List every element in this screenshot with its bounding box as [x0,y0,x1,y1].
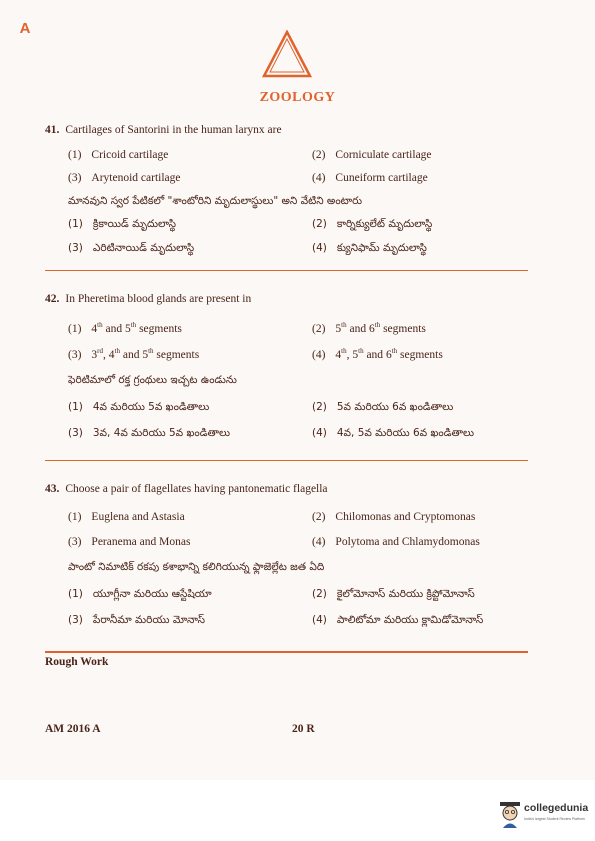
option-1[interactable]: (1) Cricoid cartilage [68,149,169,161]
option-2[interactable]: (2) Chilomonas and Cryptomonas [312,511,476,523]
logo-tagline: India's largest Student Review Platform [524,817,585,821]
option-4-telugu[interactable]: (4) 4వ, 5వ మరియు 6వ ఖండితాలు [312,427,475,439]
option-4[interactable]: (4) Cuneiform cartilage [312,172,428,184]
option-1[interactable]: (1) Euglena and Astasia [68,511,185,523]
option-4-telugu[interactable]: (4) క్యునిఫామ్ మృదులాస్థి [312,242,427,254]
option-2[interactable]: (2) 5th and 6th segments [312,321,426,335]
question-text: Choose a pair of flagellates having pantonematic flagella [65,483,328,495]
logo-wordmark: collegedunia [524,802,589,814]
option-4-telugu[interactable]: (4) పాలిటోమా మరియు క్లామిడోమోనాస్ [312,614,484,626]
question-42 [45,293,251,305]
option-3[interactable]: (3) Peranema and Monas [68,536,191,548]
option-2-telugu[interactable]: (2) కార్నిక్యులేట్ మృదులాస్థి [312,218,433,230]
option-1-telugu[interactable]: (1) యూగ్లీనా మరియు ఆస్టేషియా [68,588,212,600]
option-3[interactable]: (3) 3rd, 4th and 5th segments [68,347,200,361]
option-2[interactable]: (2) Corniculate cartilage [312,149,432,161]
option-2-telugu[interactable]: (2) 5వ మరియు 6వ ఖండితాలు [312,401,454,413]
question-text-telugu: పాంటో నిమాటిక్ రకపు కశాభాన్ని కలిగియున్న ఫ్లాజెల్లేట జత ఏది [68,561,325,573]
collegedunia-logo[interactable] [498,798,590,838]
rough-work-label: Rough Work [45,656,109,668]
option-1[interactable]: (1) 4th and 5th segments [68,321,182,335]
option-1-telugu[interactable]: (1) 4వ మరియు 5వ ఖండితాలు [68,401,210,413]
question-text-telugu: మానవుని స్వర పేటికలో "శాంటోరిని మృదులాస్థులు" అని వేటిని అంటారు [68,195,362,207]
triangle-badge-icon [262,30,312,78]
divider [45,460,528,461]
option-2-telugu[interactable]: (2) కైలోమోనాస్ మరియు క్రిప్టోమోనాస్ [312,588,475,600]
subject-title: ZOOLOGY [259,90,336,105]
option-4[interactable]: (4) 4th, 5th and 6th segments [312,347,443,361]
question-43 [45,483,328,495]
question-text-telugu: ఫెరిటిమాలో రక్త గ్రంథులు ఇచ్చట ఉండును [68,374,237,386]
option-3-telugu[interactable]: (3) పేరానీమా మరియు మోనాస్ [68,614,205,626]
divider [45,651,528,653]
option-3-telugu[interactable]: (3) ఎరిటినాయిడ్ మృదులాస్థి [68,242,195,254]
badge-letter: A [19,20,31,37]
option-3[interactable]: (3) Arytenoid cartilage [68,172,181,184]
question-41 [45,124,282,136]
question-number: 43. [45,483,60,495]
option-4[interactable]: (4) Polytoma and Chlamydomonas [312,536,480,548]
footer-exam-code: AM 2016 A [45,723,101,735]
question-text: Cartilages of Santorini in the human larynx are [65,124,282,136]
student-mascot-icon [498,800,522,828]
divider [45,270,528,271]
question-text: In Pheretima blood glands are present in [65,293,252,305]
question-number: 42. [45,293,60,305]
footer-page-number: 20 R [292,723,315,735]
question-number: 41. [45,124,60,136]
option-3-telugu[interactable]: (3) 3వ, 4వ మరియు 5వ ఖండితాలు [68,427,231,439]
option-1-telugu[interactable]: (1) క్రికాయిడ్ మృదులాస్థి [68,218,177,230]
